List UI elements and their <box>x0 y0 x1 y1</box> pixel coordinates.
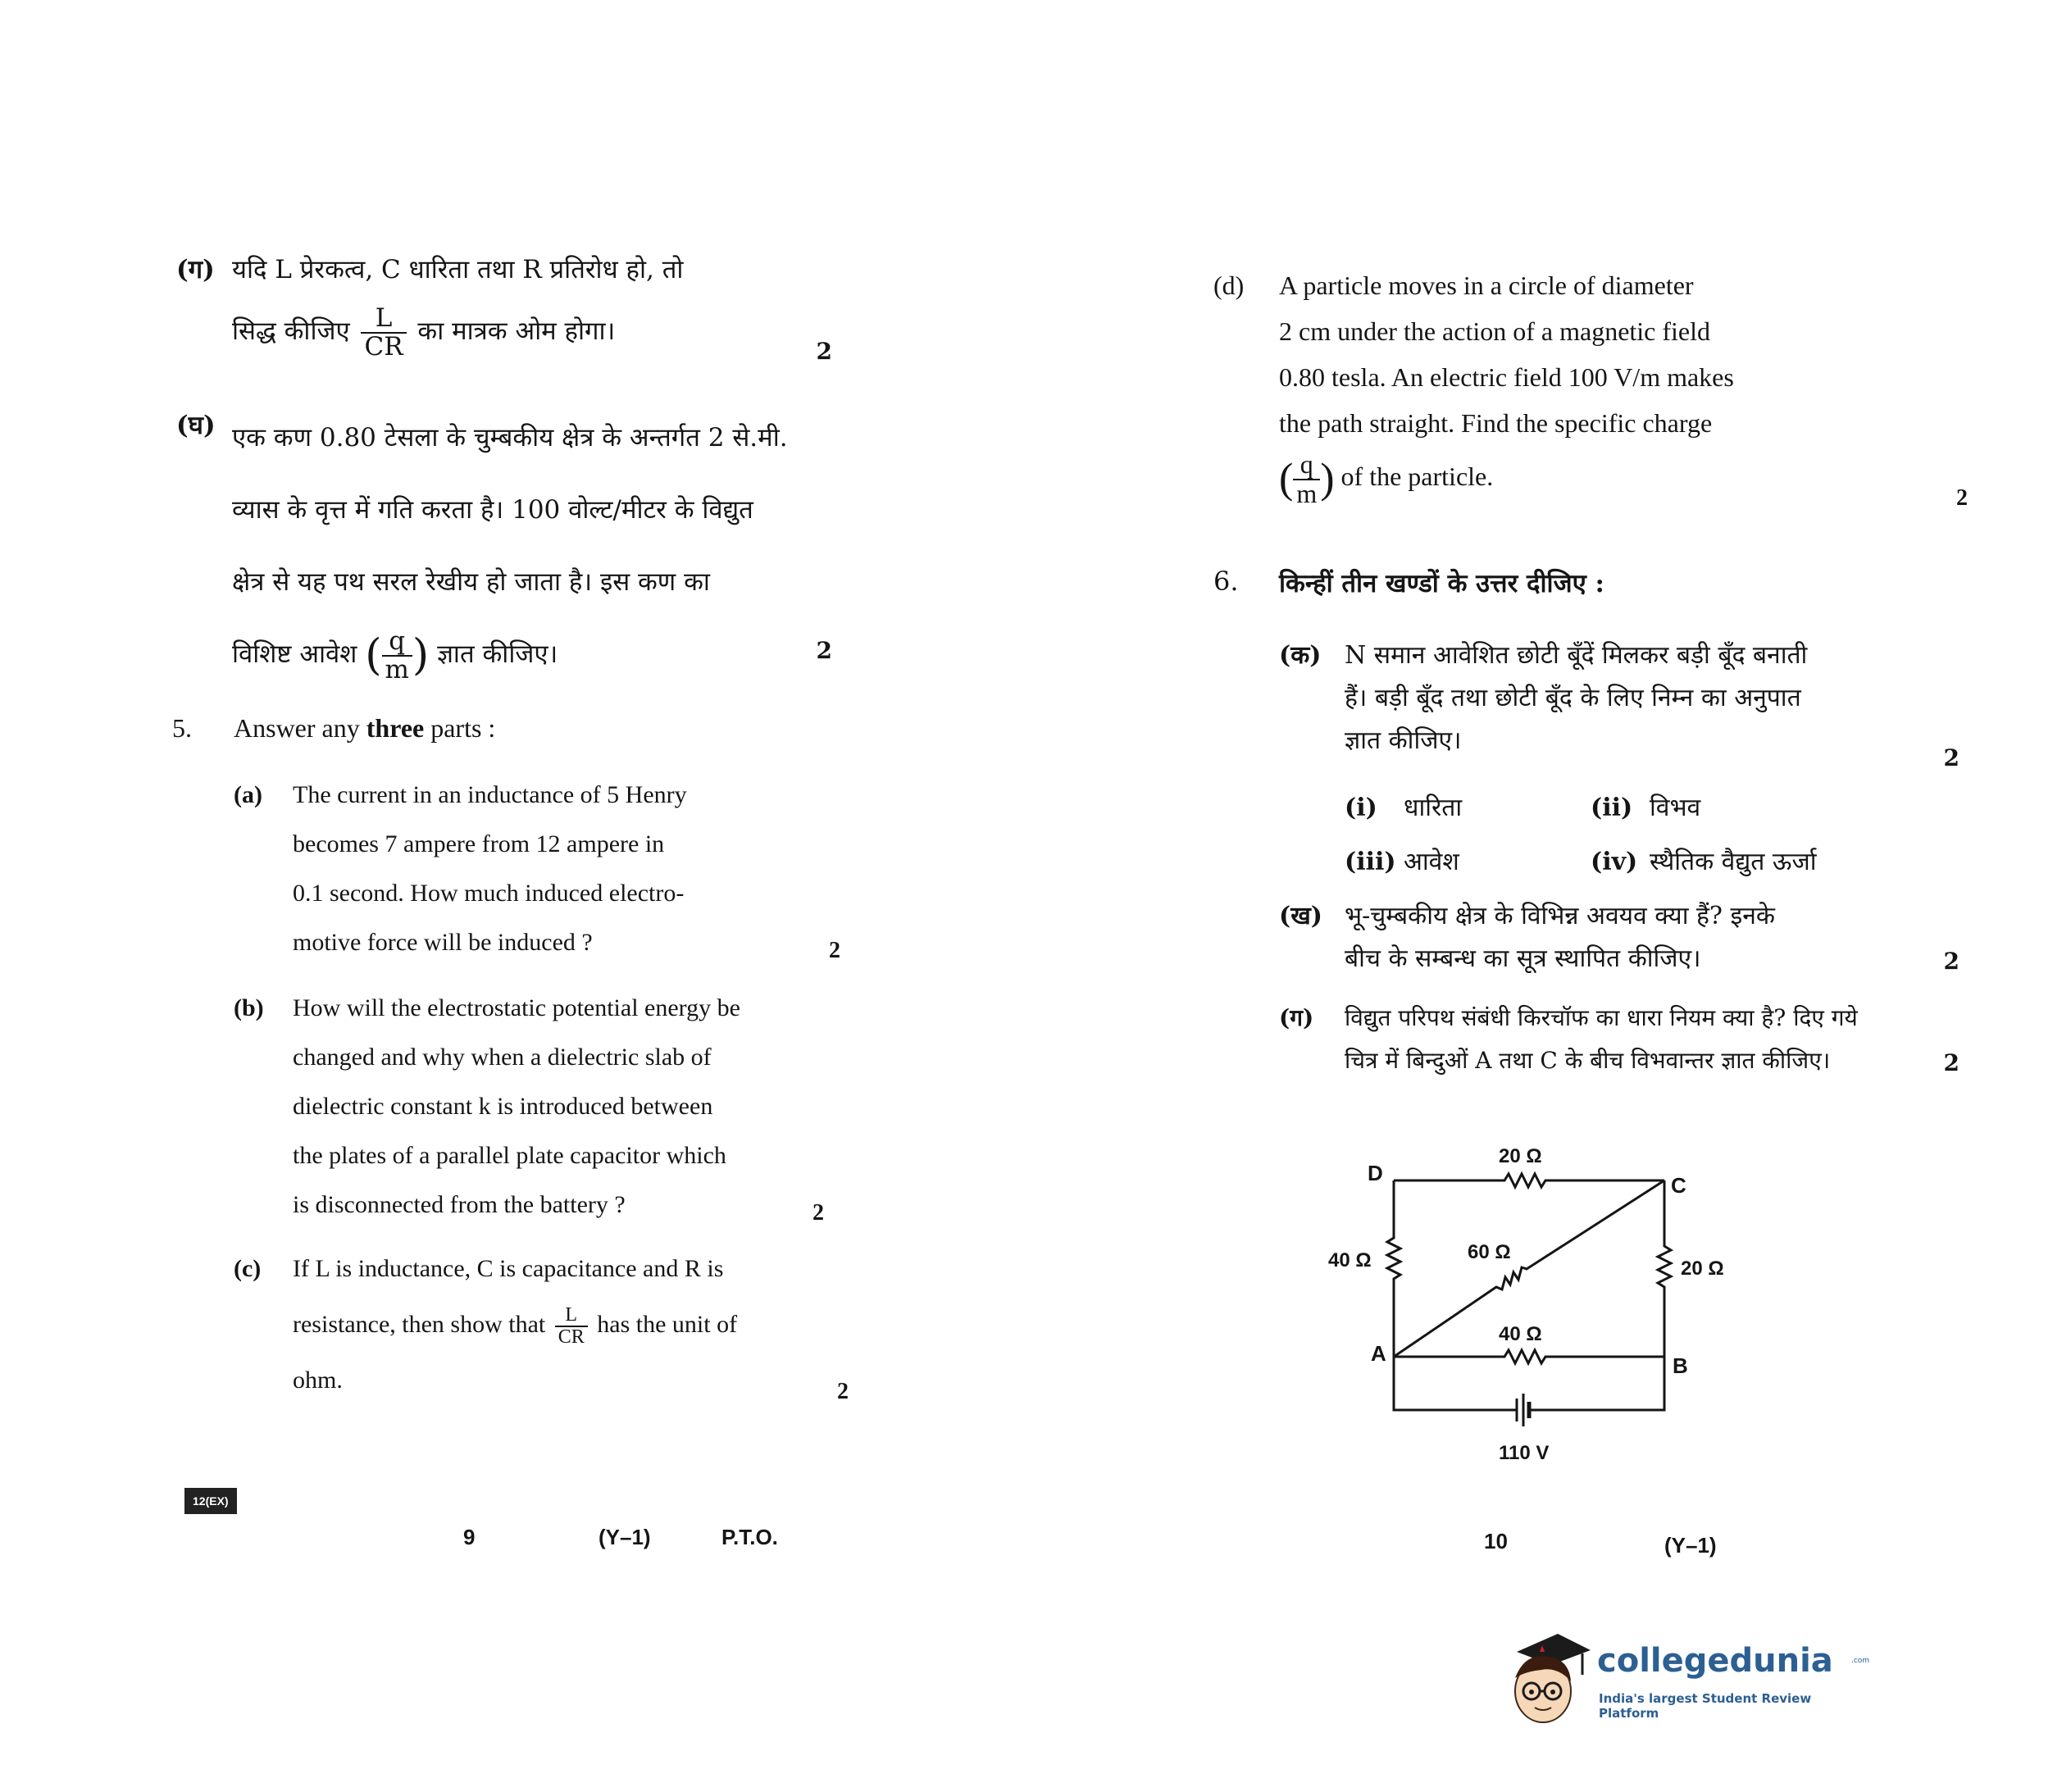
question-text-line: the path straight. Find the specific charge <box>1279 408 1713 438</box>
subquestion-c: (c) If L is inductance, C is capacitance and R is resistance, then show that $\frac{L}{CR}$ has the unit of ohm. 2 <box>234 1241 832 1408</box>
subquestion-label: (क) <box>1279 641 1322 670</box>
node-d-label: D <box>1368 1161 1383 1185</box>
question-text-line: A particle moves in a circle of diameter <box>1279 271 1694 300</box>
subquestion-line: How will the electrostatic potential energy be <box>293 994 740 1021</box>
section-title: Answer any three parts : <box>234 713 496 743</box>
options-list <box>1345 787 1910 884</box>
left-page <box>172 246 849 1408</box>
question-text-line: 0.80 tesla. An electric field 100 V/m makes <box>1279 362 1734 392</box>
fraction-q-m: $\frac{q}{m}$ <box>1293 451 1320 507</box>
wire-battery-loop <box>1394 1357 1517 1410</box>
option: (ii) विभव <box>1591 794 1701 822</box>
subquestion-label: (c) <box>234 1255 262 1282</box>
question-label: (d) <box>1213 271 1245 300</box>
marks: 2 <box>1943 948 1959 975</box>
subquestion-line: 0.1 second. How much induced electro- <box>293 880 685 907</box>
question-text-line: एक कण 0.80 टेसला के चुम्बकीय क्षेत्र के अन्तर्गत 2 से.मी. <box>232 423 788 453</box>
marks: 2 <box>812 1200 824 1226</box>
subquestion-line: बीच के सम्बन्ध का सूत्र स्थापित कीजिए। <box>1345 944 1701 973</box>
marks: 2 <box>1956 485 1968 511</box>
section-number: 6. <box>1213 566 1239 597</box>
question-text-line: व्यास के वृत्त में गति करता है। 100 वोल्ट/मीटर के विद्युत <box>232 495 753 525</box>
question-label: (घ) <box>176 411 216 440</box>
subquestion-label: (ख) <box>1279 902 1322 930</box>
node-a-label: A <box>1371 1341 1386 1366</box>
paper-code: (Y–1) <box>599 1525 651 1549</box>
battery-label: 110 V <box>1499 1442 1550 1464</box>
marks: 2 <box>1943 744 1959 771</box>
brand-name: collegedunia <box>1597 1642 1833 1680</box>
wire-cb <box>1658 1180 1671 1357</box>
circuit-diagram <box>1312 1139 1755 1492</box>
question-text-line: यदि L प्रेरकत्व, C धारिता तथा R प्रतिरोध हो, तो <box>232 255 684 284</box>
resistor-ac-label: 60 Ω <box>1468 1241 1511 1263</box>
subquestion-line: becomes 7 ampere from 12 ampere in <box>293 830 665 857</box>
resistor-da-label: 40 Ω <box>1328 1249 1372 1271</box>
resistor-cb-label: 20 Ω <box>1681 1258 1724 1280</box>
option: (i) धारिता <box>1345 794 1463 822</box>
subquestion-b <box>234 984 832 1230</box>
page-stamp: 12(EX) <box>184 1488 237 1514</box>
subquestion-line: The current in an inductance of 5 Henry <box>293 781 687 808</box>
subquestion-line: changed and why when a dielectric slab of <box>293 1044 712 1071</box>
subquestion-a <box>234 771 840 967</box>
fraction-l-cr: $\frac{L}{CR}$ <box>555 1305 588 1348</box>
option: (iv) स्थैतिक वैद्युत ऊर्जा <box>1591 848 1817 876</box>
question-text-line: क्षेत्र से यह पथ सरल रेखीय हो जाता है। इस कण का <box>232 567 710 597</box>
subquestion-line: चित्र में बिन्दुओं A तथा C के बीच विभवान्तर ज्ञात कीजिए। <box>1345 1047 1831 1074</box>
fraction-l-cr: $\frac{L}{CR}$ <box>361 305 406 360</box>
battery-icon <box>1517 1394 1529 1426</box>
pto-label: P.T.O. <box>721 1525 778 1549</box>
subquestion-line: N समान आवेशित छोटी बूँदें मिलकर बड़ी बूँद बनाती <box>1345 641 1808 670</box>
question-text-line: 2 cm under the action of a magnetic field <box>1279 316 1711 346</box>
brand-tagline: India's largest Student Review Platform <box>1599 1691 1812 1721</box>
subquestion-line: motive force will be induced ? <box>293 929 593 956</box>
section-6 <box>1213 566 1959 1082</box>
resistor-dc-label: 20 Ω <box>1499 1145 1542 1167</box>
subquestion-line: ज्ञात कीजिए। <box>1345 726 1462 755</box>
subquestion-line: the plates of a parallel plate capacitor which <box>293 1142 726 1169</box>
option: (iii) आवेश <box>1345 848 1459 876</box>
subquestion-line: dielectric constant k is introduced between <box>293 1093 713 1120</box>
marks: 2 <box>829 938 840 963</box>
wire-battery-loop <box>1529 1357 1664 1410</box>
question-text: का मात्रक ओम होगा। <box>417 316 616 347</box>
question-text: ज्ञात कीजिए। <box>437 639 558 669</box>
subquestion-label: (b) <box>234 994 264 1021</box>
question-text: विशिष्ट आवेश <box>232 639 357 669</box>
marks: 2 <box>837 1379 849 1404</box>
subquestion-line: is disconnected from the battery ? <box>293 1191 626 1218</box>
node-c-label: C <box>1671 1173 1686 1198</box>
wire-ab <box>1394 1350 1664 1363</box>
question-text: सिद्ध कीजिए <box>232 316 350 347</box>
section-title: किन्हीं तीन खण्डों के उत्तर दीजिए : <box>1279 569 1604 598</box>
wire-da <box>1387 1180 1400 1357</box>
subquestion-kha <box>1279 895 1959 980</box>
subquestion-line: ohm. <box>293 1367 343 1394</box>
right-page <box>1213 262 1968 1082</box>
question-gha: (घ) एक कण 0.80 टेसला के चुम्बकीय क्षेत्र के अन्तर्गत 2 से.मी. व्यास के वृत्त में गति करता है। 100 वोल्ट/मीटर के विद्युत क्षेत्र से यह पथ सरल रेखीय हो जाता है। इस कण का विशिष्ट आवेश ( $\frac{q}{m}$ ) ज्ञात कीजिए। 2 <box>176 402 832 680</box>
subquestion-label: (ग) <box>1279 1004 1314 1031</box>
section-number: 5. <box>172 713 192 743</box>
subquestion-ga <box>1279 997 1959 1082</box>
subquestion-line: हैं। बड़ी बूँद तथा छोटी बूँद के लिए निम्न का अनुपात <box>1345 684 1801 712</box>
subquestion-line: भू-चुम्बकीय क्षेत्र के विभिन्न अवयव क्या हैं? इनके <box>1345 902 1775 930</box>
collegedunia-logo <box>1500 1627 1870 1726</box>
marks: 2 <box>816 637 832 664</box>
page-number: 10 <box>1484 1529 1508 1553</box>
question-d: (d) A particle moves in a circle of diameter 2 cm under the action of a magnetic field 0.80 tesla. An electric field 100 V/m makes the path straight. Find the specific charge ( $\frac{q}{m}$ ) of the particle. 2 <box>1213 262 1910 533</box>
section-5 <box>172 713 849 1408</box>
fraction-q-m: $\frac{q}{m}$ <box>382 628 412 683</box>
resistor-ab-label: 40 Ω <box>1499 1323 1542 1345</box>
marks: 2 <box>1943 1049 1959 1076</box>
subquestion-line: विद्युत परिपथ संबंधी किरचॉफ का धारा नियम क्या है? दिए गये <box>1345 1004 1858 1031</box>
subquestion-line: If L is inductance, C is capacitance and R is <box>293 1255 724 1282</box>
marks: 2 <box>816 338 832 365</box>
question-ga <box>176 246 832 369</box>
mascot-icon <box>1500 1627 1591 1726</box>
brand-domain: .com <box>1851 1657 1870 1665</box>
question-label: (ग) <box>176 255 215 284</box>
page-number: 9 <box>463 1525 476 1549</box>
node-b-label: B <box>1673 1353 1688 1378</box>
subquestion-ka <box>1279 634 1959 884</box>
subquestion-label: (a) <box>234 781 262 808</box>
paper-code: (Y–1) <box>1664 1533 1717 1558</box>
wire-dc <box>1394 1174 1664 1187</box>
